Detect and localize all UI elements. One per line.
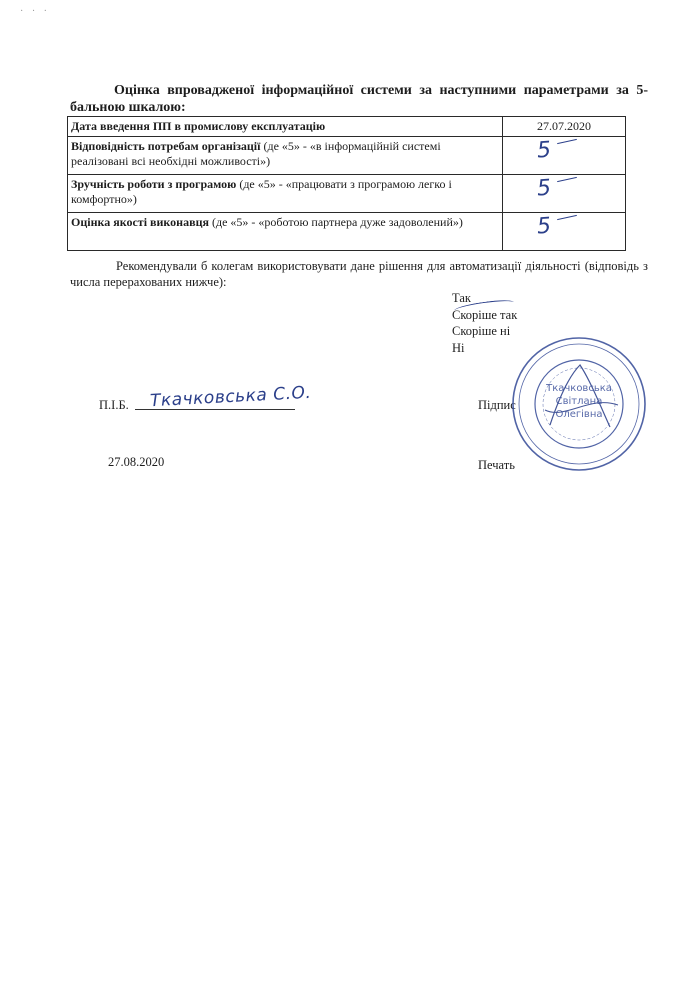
criterion-cell	[68, 213, 503, 251]
date-label-cell: Дата введення ПП в промислову експлуатацію	[68, 117, 503, 137]
scan-artifact: · · ·	[20, 6, 50, 17]
criterion-cell	[68, 175, 503, 213]
option-label: Ні	[452, 340, 465, 355]
option-label: Скоріше так	[452, 307, 518, 322]
criterion-description: (де «5» - «працювати з програмою легко і комфортно»)	[71, 177, 452, 206]
table-row	[68, 213, 626, 251]
table-row	[68, 137, 626, 175]
handwritten-stroke	[557, 215, 577, 220]
option-label: Так	[452, 291, 471, 305]
handwritten-name: Ткачковська С.О.	[149, 382, 312, 412]
option-item	[452, 340, 517, 357]
page-heading: Оцінка впровадженої інформаційної системи за наступними параметрами за 5-бальною шкалою:	[70, 83, 648, 115]
table-row	[68, 175, 626, 213]
criterion-description: (де «5» - «в інформаційній системі реалізовані всі необхідні можливості»)	[71, 139, 441, 168]
handwritten-stroke	[557, 177, 577, 182]
criterion-description: (де «5» - «роботою партнера дуже задоволений»)	[208, 215, 463, 229]
handwritten-score: 5	[536, 213, 552, 240]
criterion-title: Зручність роботи з програмою	[71, 177, 237, 191]
option-item	[452, 290, 517, 307]
answer-options	[452, 290, 517, 356]
document-date: 27.08.2020	[108, 455, 165, 469]
handwritten-stroke	[557, 139, 577, 144]
option-item	[452, 323, 517, 340]
signature-label: Підпис	[478, 398, 516, 412]
handwritten-score: 5	[536, 137, 552, 164]
score-cell	[503, 175, 626, 213]
criterion-title: Відповідність потребам організації	[71, 139, 261, 153]
handwritten-score: 5	[536, 175, 552, 202]
score-cell	[503, 137, 626, 175]
evaluation-table	[67, 116, 626, 251]
date-value-cell: 27.07.2020	[503, 117, 626, 137]
stamp-label: Печать	[478, 458, 515, 472]
score-cell	[503, 213, 626, 251]
pib-label: П.І.Б.	[99, 398, 129, 412]
stamp-center-text: Ткачковська Світлана Олегівна	[546, 383, 612, 420]
criterion-cell	[68, 137, 503, 175]
criterion-title: Оцінка якості виконавця	[71, 215, 209, 229]
table-row	[68, 117, 626, 137]
option-item	[452, 307, 517, 324]
option-label: Скоріше ні	[452, 324, 511, 338]
recommendation-text: Рекомендували б колегам використовувати дане рішення для автоматизації діяльності (відповідь з числа перерахованих нижче):	[70, 259, 648, 289]
